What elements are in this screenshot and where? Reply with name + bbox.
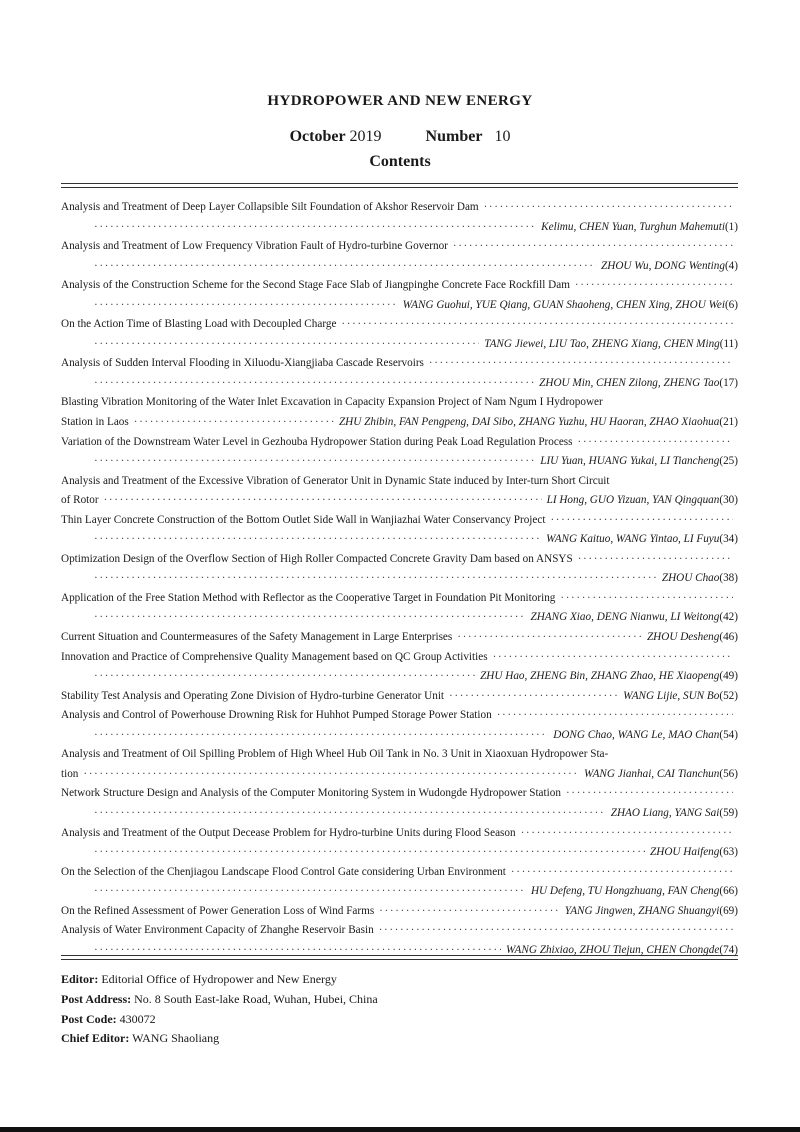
toc-leader-dots [94,452,535,472]
toc-authors: ZHANG Xiao, DENG Nianwu, LI Weitong [530,611,720,624]
toc-authors: HU Defeng, TU Hongzhuang, FAN Cheng [530,885,720,898]
toc-leader-dots [484,198,733,218]
toc-entry [61,706,738,745]
toc-title: Variation of the Downstream Water Level in Gezhouba Hydropower Station during Peak Load Regulation Process [61,435,573,448]
toc-authors: DONG Chao, WANG Le, MAO Chan [553,728,720,741]
toc-page: (17) [719,376,738,389]
toc-leader-dots [497,706,733,726]
toc-entry [61,628,738,648]
toc-entry [61,354,738,393]
toc-page: (21) [719,416,738,429]
toc-page: (52) [719,689,738,702]
toc-entry [61,863,738,902]
toc-leader-dots [134,413,334,433]
toc-entry [61,902,738,922]
editor-value: Editorial Office of Hydropower and New Energy [101,972,337,986]
toc-page: (46) [719,631,738,644]
toc-leader-dots [457,628,642,648]
toc-title-cont: of Rotor [61,494,99,507]
address-label: Post Address: [61,991,132,1006]
toc-authors: LI Hong, GUO Yizuan, YAN Qingquan [546,494,720,507]
toc-leader-dots [94,218,536,238]
toc-page: (54) [719,728,738,741]
toc-title: Analysis and Treatment of the Output Decease Problem for Hydro-turbine Units during Flood Season [61,826,516,839]
toc-leader-dots [453,237,733,257]
toc-leader-dots [94,726,548,746]
toc-entry [61,745,738,784]
toc-authors: WANG Kaituo, WANG Yintao, LI Fuyu [546,533,720,546]
editor-row [61,970,378,990]
address-value: No. 8 South East-lake Road, Wuhan, Hubei, China [134,991,378,1006]
toc-leader-dots [341,315,733,335]
toc-leader-dots [94,296,398,316]
toc-leader-dots [94,882,526,902]
toc-entry [61,687,738,707]
toc-page: (63) [719,846,738,859]
toc-leader-dots [94,843,645,863]
toc-leader-dots [94,608,526,628]
toc-authors: ZHOU Min, CHEN Zilong, ZHENG Tao [539,376,720,389]
toc-authors: TANG Jiewei, LIU Tao, ZHENG Xiang, CHEN Ming [484,337,720,350]
toc-page: (25) [719,455,738,468]
toc-title-cont: Station in Laos [61,416,129,429]
toc-leader-dots [429,354,733,374]
toc-leader-dots [521,824,733,844]
toc-page: (74) [719,943,738,956]
top-rule [61,183,738,184]
toc-leader-dots [83,765,579,785]
bottom-rule [61,959,738,960]
toc-entry [61,198,738,237]
chief-editor-value: WANG Shaoliang [132,1031,220,1046]
toc-leader-dots [575,276,733,296]
toc-leader-dots [566,784,733,804]
toc-authors: ZHOU Chao [661,572,720,585]
toc-authors: YANG Jingwen, ZHANG Shuangyi [564,904,720,917]
toc-page: (56) [719,767,738,780]
toc-title: Analysis and Control of Powerhouse Drowning Risk for Huhhot Pumped Storage Power Station [61,709,492,722]
toc-leader-dots [94,941,501,961]
toc-title: Stability Test Analysis and Operating Zone Division of Hydro-turbine Generator Unit [61,689,445,702]
toc-entry [61,472,738,511]
page-bottom-edge [0,1127,800,1132]
toc-authors: WANG Jianhai, CAI Tianchun [584,767,720,780]
chief-editor-label: Chief Editor: [61,1031,130,1046]
toc-page: (69) [719,904,738,917]
toc-entry [61,784,738,823]
toc-title: Analysis of the Construction Scheme for the Second Stage Face Slab of Jiangpinghe Concrete Face Rockfill Dam [61,279,570,292]
chief-editor-row [61,1029,378,1049]
toc-title: Current Situation and Countermeasures of the Safety Management in Large Enterprises [61,631,453,644]
toc-authors: ZHOU Haifeng [650,846,720,859]
postcode-value: 430072 [119,1011,156,1026]
toc-page: (1) [724,220,738,233]
toc-entry [61,237,738,276]
issue-month: October [289,128,346,145]
toc-entry [61,393,738,432]
toc-authors: WANG Lijie, SUN Bo [623,689,720,702]
toc-title: Application of the Free Station Method with Reflector as the Cooperative Target in Foundation Pit Monitoring [61,591,556,604]
toc-title: Optimization Design of the Overflow Section of High Roller Compacted Concrete Gravity Dam based on ANSYS [61,552,573,565]
toc-leader-dots [94,530,541,550]
toc-leader-dots [578,550,733,570]
bottom-rule-thin [61,955,738,956]
top-rule-thin [61,187,738,188]
toc-leader-dots [94,569,657,589]
toc-authors: Kelimu, CHEN Yuan, Turghun Mahemuti [541,220,725,233]
toc-entry [61,550,738,589]
toc-leader-dots [379,921,733,941]
toc-authors: LIU Yuan, HUANG Yukai, LI Tiancheng [540,455,720,468]
toc-leader-dots [94,257,596,277]
toc-entry [61,824,738,863]
toc-title: Analysis and Treatment of Oil Spilling Problem of High Wheel Hub Oil Tank in No. 3 Unit in Xiaoxuan Hydropower Sta- [61,748,609,761]
issue-year: 2019 [349,128,382,145]
toc-authors: ZHOU Wu, DONG Wenting [601,259,725,272]
toc-page: (11) [719,337,738,350]
toc-leader-dots [493,648,733,668]
toc-authors: WANG Zhixiao, ZHOU Tiejun, CHEN Chongde [506,943,720,956]
toc-title: On the Refined Assessment of Power Generation Loss of Wind Farms [61,904,375,917]
toc-entry [61,511,738,550]
toc-page: (4) [724,259,738,272]
toc-title: Analysis of Sudden Interval Flooding in Xiluodu-Xiangjiaba Cascade Reservoirs [61,357,424,370]
toc-title: On the Selection of the Chenjiagou Landscape Flood Control Gate considering Urban Environment [61,865,506,878]
toc-leader-dots [578,433,733,453]
contents-title: Contents [369,153,431,170]
toc-leader-dots [104,491,542,511]
issue-number: 10 [494,128,511,145]
journal-title: HYDROPOWER AND NEW ENERGY [267,93,533,109]
toc-leader-dots [379,902,560,922]
toc-leader-dots [94,335,479,355]
toc-title: Network Structure Design and Analysis of the Computer Monitoring System in Wudongde Hydropower Station [61,787,561,800]
toc-title: Analysis of Water Environment Capacity of Zhanghe Reservoir Basin [61,924,374,937]
toc-leader-dots [449,687,618,707]
toc-page: (49) [719,670,738,683]
toc-title: Innovation and Practice of Comprehensive Quality Management based on QC Group Activities [61,650,488,663]
toc-authors: ZHAO Liang, YANG Sai [610,806,720,819]
toc-authors: WANG Guohui, YUE Qiang, GUAN Shaoheng, CHEN Xing, ZHOU Wei [402,298,725,311]
toc-page: (59) [719,806,738,819]
masthead [61,970,378,1049]
toc-entry [61,276,738,315]
toc-leader-dots [550,511,733,531]
toc-entry [61,648,738,687]
toc-page: (42) [719,611,738,624]
postcode-row [61,1010,378,1030]
toc-leader-dots [94,374,534,394]
toc-authors: ZHU Hao, ZHENG Bin, ZHANG Zhao, HE Xiaopeng [480,670,720,683]
toc-title: On the Action Time of Blasting Load with Decoupled Charge [61,318,337,331]
toc-title: Thin Layer Concrete Construction of the Bottom Outlet Side Wall in Wanjiazhai Water Conservancy Project [61,513,546,526]
address-row [61,990,378,1010]
toc-title: Blasting Vibration Monitoring of the Water Inlet Excavation in Capacity Expansion Project of Nam Ngum I Hydropower [61,396,603,409]
toc-entry [61,589,738,628]
toc-entry [61,433,738,472]
toc-title: Analysis and Treatment of the Excessive Vibration of Generator Unit in Dynamic State induced by Inter-turn Short Circuit [61,474,610,487]
editor-label: Editor: [61,972,99,986]
table-of-contents [61,198,738,960]
toc-leader-dots [560,589,733,609]
toc-authors: ZHU Zhibin, FAN Pengpeng, DAI Sibo, ZHANG Yuzhu, HU Haoran, ZHAO Xiaohua [338,416,720,429]
toc-entry [61,315,738,354]
toc-leader-dots [94,804,606,824]
issue-number-label: Number [425,128,483,145]
toc-page: (30) [719,494,738,507]
toc-page: (6) [724,298,738,311]
toc-title: Analysis and Treatment of Low Frequency Vibration Fault of Hydro-turbine Governor [61,240,448,253]
toc-title: Analysis and Treatment of Deep Layer Collapsible Silt Foundation of Akshor Reservoir Dam [61,201,479,213]
toc-title-cont: tion [61,767,79,780]
toc-leader-dots [94,667,475,687]
toc-page: (66) [719,885,738,898]
toc-page: (38) [719,572,738,585]
issue-line [0,128,800,146]
toc-leader-dots [511,863,733,883]
toc-page: (34) [719,533,738,546]
toc-authors: ZHOU Desheng [646,631,720,644]
postcode-label: Post Code: [61,1011,117,1026]
